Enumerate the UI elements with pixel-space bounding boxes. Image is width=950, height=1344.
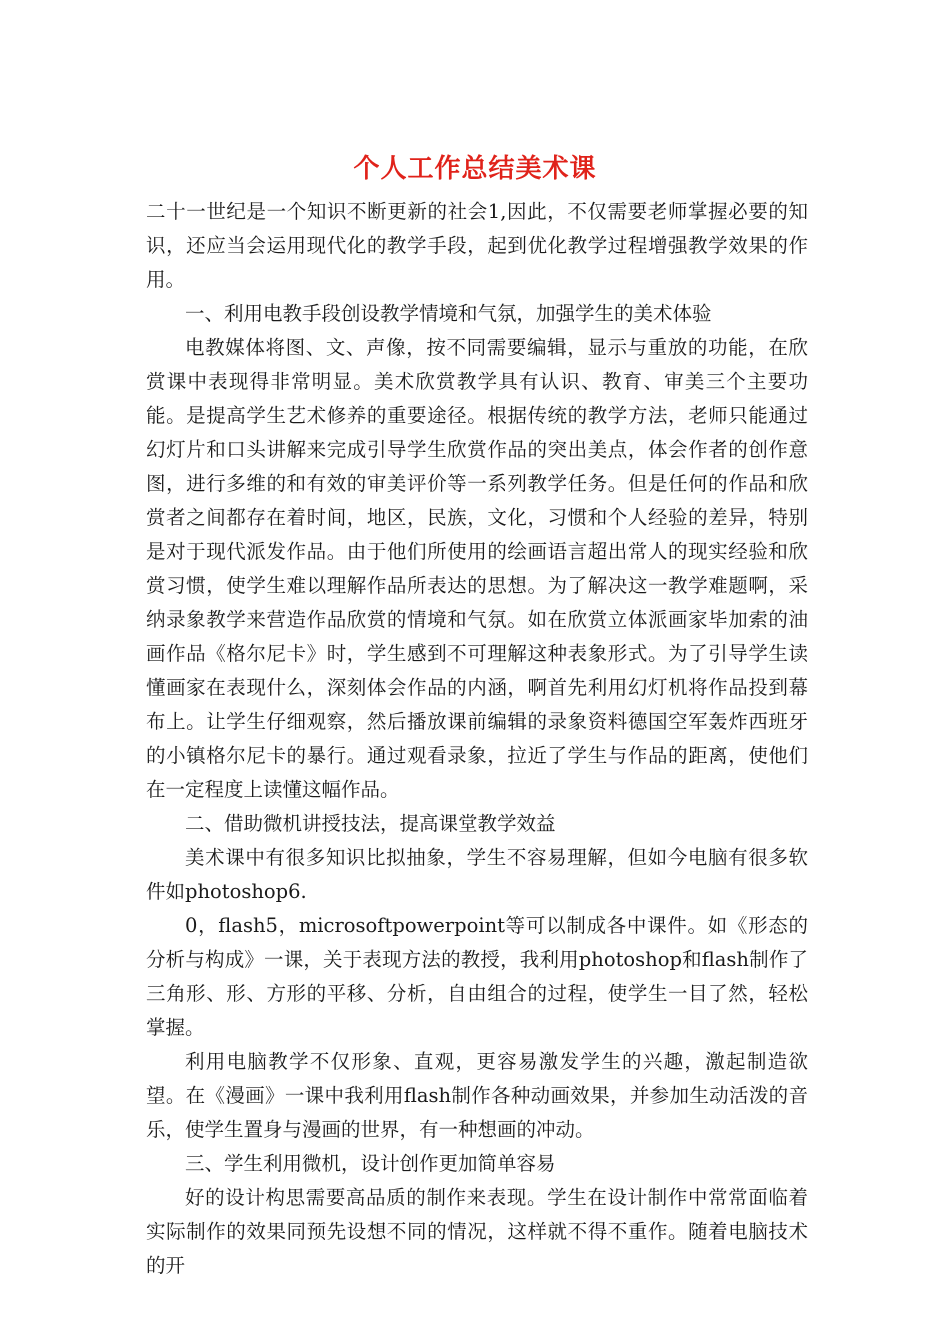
paragraph: 0，flash5，microsoftpowerpoint等可以制成各中课件。如《形态的分析与构成》一课，关于表现方法的教授，我利用photoshop和flash制作了三角形、形、方形的平移、分析，自由组合的过程，使学生一目了然，轻松掌握。 bbox=[146, 914, 808, 1039]
paragraph: 利用电脑教学不仅形象、直观，更容易激发学生的兴趣，激起制造欲望。在《漫画》一课中我利用flash制作各种动画效果，并参加生动活泼的音乐，使学生置身与漫画的世界，有一种想画的冲动。 bbox=[146, 1050, 808, 1141]
paragraph: 二十一世纪是一个知识不断更新的社会1,因此，不仅需要老师掌握必要的知识，还应当会运用现代化的教学手段，起到优化教学过程增强教学效果的作用。 bbox=[146, 200, 808, 291]
document-body bbox=[146, 195, 808, 1283]
paragraph: 美术课中有很多知识比拟抽象，学生不容易理解，但如今电脑有很多软件如photoshop6. bbox=[146, 846, 808, 903]
paragraph: 好的设计构思需要高品质的制作来表现。学生在设计制作中常常面临着实际制作的效果同预先设想不同的情况，这样就不得不重作。随着电脑技术的开 bbox=[146, 1186, 808, 1277]
document-title: 个人工作总结美术课 bbox=[353, 154, 597, 184]
section-heading: 二、借助微机讲授技法，提高课堂教学效益 bbox=[185, 812, 556, 835]
paragraph: 电教媒体将图、文、声像，按不同需要编辑，显示与重放的功能，在欣赏课中表现得非常明显。美术欣赏教学具有认识、教育、审美三个主要功能。是提高学生艺术修养的重要途径。根据传统的教学方法，老师只能通过幻灯片和口头讲解来完成引导学生欣赏作品的突出美点，体会作者的创作意图，进行多维的和有效的审美评价等一系列教学任务。但是任何的作品和欣赏者之间都存在着时间，地区，民族，文化，习惯和个人经验的差异，特别是对于现代派发作品。由于他们所使用的绘画语言超出常人的现实经验和欣赏习惯，使学生难以理解作品所表达的思想。为了解决这一教学难题啊，采纳录象教学来营造作品欣赏的情境和气氛。如在欣赏立体派画家毕加索的油画作品《格尔尼卡》时，学生感到不可理解这种表象形式。为了引导学生读懂画家在表现什么，深刻体会作品的内涵，啊首先利用幻灯机将作品投到幕布上。让学生仔细观察，然后播放课前编辑的录象资料德国空军轰炸西班牙的小镇格尔尼卡的暴行。通过观看录象，拉近了学生与作品的距离，使他们在一定程度上读懂这幅作品。 bbox=[146, 336, 808, 801]
section-heading: 一、利用电教手段创设教学情境和气氛，加强学生的美术体验 bbox=[185, 302, 712, 325]
section-heading: 三、学生利用微机，设计创作更加简单容易 bbox=[185, 1152, 556, 1175]
